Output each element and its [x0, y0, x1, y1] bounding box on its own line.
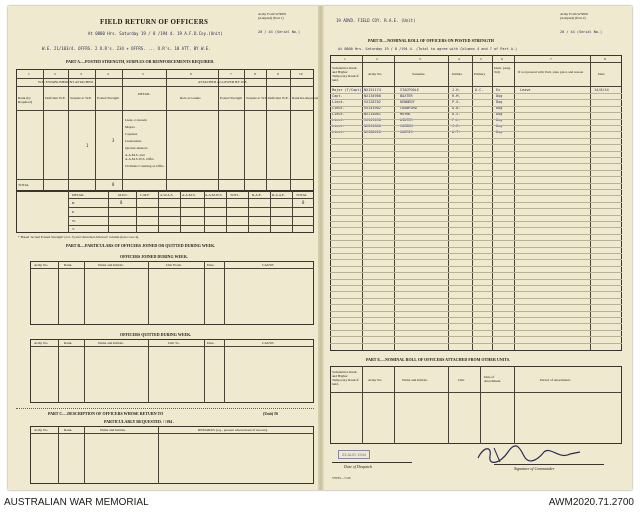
ruled-line [330, 144, 622, 145]
joined-col: Name and Initials. [98, 263, 124, 267]
roll-cell-stat: Dog [496, 130, 503, 134]
col-num-2: 2 [54, 72, 56, 76]
archive-footer [0, 494, 640, 512]
roll-cell-name: STACPOOLE [400, 88, 419, 92]
d-col-num: 6 [501, 57, 503, 61]
ruled-line [330, 317, 622, 318]
ruled-line [330, 170, 622, 171]
quitted-col: Unit To. [168, 341, 180, 345]
form-reference-sub: (Adapted) (Part 1) [258, 16, 284, 20]
form-reference: Army Form W3009 [560, 12, 588, 16]
signature-line [494, 464, 604, 465]
e-col-header: Army No. [368, 378, 383, 382]
d-col-header: Date [598, 72, 605, 76]
quitted-col: Date. [207, 341, 215, 345]
ruled-line [330, 279, 622, 280]
roll-cell-no: NX188420 [364, 130, 381, 134]
roll-cell-name: BAXTER [400, 94, 413, 98]
d-col-num: 5 [480, 57, 482, 61]
col-num-10: 10 [299, 72, 303, 76]
ruled-line [330, 112, 622, 113]
ruled-line [330, 99, 622, 100]
ruled-line [330, 298, 622, 299]
col-header-deficient-att: Deficient W.E. [268, 96, 289, 100]
totals-header: C.M.F. [140, 193, 150, 197]
ruled-line [330, 195, 622, 196]
totals-header: R.A.E. [252, 193, 262, 197]
part-c-heading: PART C.—DESCRIPTION OF OFFICERS WHOSE RETURN TO [48, 411, 164, 416]
joined-col: CAUSE. [262, 263, 275, 267]
e-col-header: Unit. [458, 378, 466, 382]
col-header-rank-req: Rank Re-Required [292, 96, 319, 100]
joined-col: Unit From. [166, 263, 182, 267]
e-col-header: Date of Attachment. [484, 375, 502, 383]
roll-cell-pri: O.C. [475, 88, 484, 92]
ruled-line [330, 93, 622, 94]
col-header-detail: DETAIL [138, 92, 151, 96]
detail-item: Captains [125, 132, 138, 136]
roll-cell-date: 14/8/44 [594, 88, 609, 92]
roll-cell-no: VX128702 [364, 100, 381, 104]
part-a-heading: PART A.—POSTED STRENGTH, SURPLUS OR REINFORCEMENTS REQUIRED. [66, 59, 215, 64]
roll-cell-rank: Lieut. [332, 100, 345, 104]
ruled-line [330, 227, 622, 228]
roll-cell-no: NX201880 [364, 124, 381, 128]
d-col-num: 2 [376, 57, 378, 61]
roll-cell-rank: Lieut. [332, 118, 345, 122]
total-offrs-grand: 8 [302, 200, 305, 205]
d-col-num: 1 [344, 57, 346, 61]
ruled-line [330, 240, 622, 241]
part-c-col: REMARKS (e.g., present whereabouts if known). [198, 428, 268, 432]
roll-cell-rank: Major (T/Capt) [332, 88, 362, 92]
ruled-line [330, 285, 622, 286]
detail-item: Quarter-masters [125, 146, 148, 150]
form-reference: Army Form W3009 [258, 12, 286, 16]
d-col-header: Primary [474, 72, 486, 76]
total-offrs-value: 8 [120, 200, 123, 205]
ruled-line [330, 183, 622, 184]
roll-cell-rank: Lieut. [332, 106, 345, 110]
quitted-col: Army No. [34, 341, 49, 345]
roll-cell-name: KENNEDY [400, 100, 415, 104]
d-col-header: Ident. (Aug. 3rd) [494, 66, 512, 74]
col-num-9: 9 [277, 72, 279, 76]
posted-value-b: 3 [112, 138, 115, 143]
roll-cell-init: F.L. [452, 118, 461, 122]
ruled-line [330, 176, 622, 177]
part-c-table [30, 426, 314, 484]
roll-cell-name: MAYNE [400, 112, 411, 116]
roll-cell-rank: Lieut. [332, 130, 345, 134]
roll-cell-stat: Dog [496, 94, 503, 98]
col-header-deficient: Deficient W.E. [45, 96, 66, 100]
ruled-line [330, 221, 622, 222]
ruled-line [330, 157, 622, 158]
signature-text [484, 451, 527, 456]
ruled-line [330, 125, 622, 126]
d-col-num: 3 [419, 57, 421, 61]
ruled-line [330, 259, 622, 260]
date-stamp: 23 AUG 1944 [338, 450, 370, 459]
serial-number: 20 / 44 (Serial No.) [258, 30, 301, 34]
e-col-header: Period of Attachment. [540, 378, 571, 382]
part-e-heading: PART E.—NOMINAL ROLL OF OFFICERS ATTACHED FROM OTHER UNITS. [366, 357, 511, 362]
footer-reference: AWM2020.71.2700 [548, 497, 634, 508]
ruled-line [330, 208, 622, 209]
totals-header: A.A.M.S. [182, 193, 196, 197]
part-a-note: * Based 'Actual Posted Strength' (col. 3) and 'Attached Allowed' column (less rows 4). [18, 235, 140, 239]
ruled-line [330, 336, 622, 337]
unit-heading: 19 ADVD. FIELD COY. R.A.E. (Unit) [336, 18, 416, 23]
we-line: W.E. 21/103/4. OFFRS. 2 O.R's. 234 + OFFRS. ... O.R's. 18 ATT. BY W.E. [42, 46, 211, 51]
ruled-line [330, 247, 622, 248]
col-num-4: 4 [107, 72, 109, 76]
ruled-line [330, 272, 622, 273]
roll-cell-init: W.T. [452, 130, 461, 134]
roll-cell-no: VX149098 [364, 118, 381, 122]
roll-cell-name: HARRIS [400, 130, 413, 134]
totals-header: TOTAL [296, 193, 308, 197]
despatch-label: Date of Despatch [344, 464, 372, 469]
d-col-header: Surname. [412, 72, 426, 76]
form-title: FIELD RETURN OF OFFICERS [100, 18, 209, 26]
roll-cell-stat: Ex [496, 88, 501, 92]
totals-header: M.D.C. [118, 193, 129, 197]
part-d-date: At 0800 Hrs. Saturday 19 / 8 /194 4. (Total to agree with Columns 4 and 7 of Part A.) [338, 47, 518, 51]
roll-cell-rank: Lieut. [332, 112, 345, 116]
d-col-num: 4 [458, 57, 460, 61]
ruled-line [330, 311, 622, 312]
e-col-header: Substantive Rank and Higher Temporary Rank if held. [332, 370, 359, 386]
d-col-num: 8 [604, 57, 606, 61]
ruled-line [330, 291, 622, 292]
ruled-line [330, 304, 622, 305]
roll-cell-name: CRAWFORD [400, 106, 417, 110]
d-col-num: 7 [550, 57, 552, 61]
part-c-col: Name and Initials. [100, 428, 126, 432]
divider [16, 408, 314, 409]
print-reference: 57035—7/43 [332, 476, 351, 480]
roll-cell-init: D.S. [452, 112, 461, 116]
ruled-line [330, 330, 622, 331]
quitted-col: Rank. [64, 341, 73, 345]
ruled-line [330, 215, 622, 216]
detail-item: Lieutenants [125, 139, 142, 143]
totals-header: A.W.A.S. [160, 193, 174, 197]
totals-row-label: E. [72, 210, 76, 214]
roll-cell-init: J.R. [452, 124, 461, 128]
ruled-line [330, 234, 622, 235]
despatch-line [332, 462, 412, 463]
col-num-7: 7 [230, 72, 232, 76]
ruled-line [330, 343, 622, 344]
part-d-heading: PART D.—NOMINAL ROLL OF OFFICERS ON POSTED STRENGTH [368, 38, 494, 43]
ruled-line [330, 202, 622, 203]
roll-cell-stat: Dog [496, 106, 503, 110]
d-col-header: Substantive Rank and Higher Temporary Rank if held. [332, 66, 359, 82]
col-header-surplus: Surplus to W.E. [70, 96, 92, 100]
quitted-col: Name and Initials. [98, 341, 124, 345]
totals-row-label: W. [72, 219, 76, 223]
roll-cell-init: P.G. [452, 100, 461, 104]
ruled-line [330, 119, 622, 120]
signature-label: Signature of Commander [514, 466, 555, 471]
d-col-header: If not present with Unit, state place and reason [518, 70, 584, 74]
col-header-surplus-att: Surplus to W.E. [246, 96, 268, 100]
right-page [324, 6, 632, 490]
col-num-8: 8 [254, 72, 256, 76]
roll-cell-rank: Lieut. [332, 124, 345, 128]
col-num-1: 1 [28, 72, 30, 76]
d-col-header: Initials. [452, 72, 463, 76]
part-c-col: Rank. [64, 428, 73, 432]
totals-row-label: B. [72, 201, 76, 205]
ruled-line [330, 138, 622, 139]
footer-institution: AUSTRALIAN WAR MEMORIAL [4, 497, 149, 508]
d-col-header: Army No. [368, 72, 383, 76]
col-header-posted: Posted Strength [97, 96, 120, 100]
detail-item: Lieut.-Colonels [125, 118, 147, 122]
roll-cell-stat: Dog [496, 118, 503, 122]
roll-cell-no: NX135061 [364, 112, 381, 116]
col-header-posted-att: Posted Strength [220, 96, 243, 100]
roll-cell-name: CARDEN [400, 124, 413, 128]
form-reference-sub: (Adapted) (Part 2) [560, 16, 586, 20]
ruled-line [330, 253, 622, 254]
part-c-unit: (Unit) IS [263, 411, 279, 416]
ruled-line [330, 266, 622, 267]
roll-cell-rank: Capt. [332, 94, 343, 98]
total-label: TOTAL [18, 183, 30, 187]
detail-item: Civilians Counting as Offrs. [125, 164, 165, 168]
ruled-line [330, 106, 622, 107]
group-we-header: W.E. ESTABLISHMENT ATTACHED [38, 80, 94, 84]
detail-item: A.A.M.S. and A.A.M.S.W.S. Offrs. [125, 153, 155, 161]
joined-title: OFFICERS JOINED DURING WEEK. [120, 254, 188, 259]
roll-cell-stat: Dog [496, 112, 503, 116]
col-num-3: 3 [80, 72, 82, 76]
totals-header: A.A.M.W.S. [205, 193, 223, 197]
joined-table [30, 261, 314, 325]
joined-col: Rank. [64, 263, 73, 267]
roll-cell-reason: Leave [520, 88, 531, 92]
quitted-col: CAUSE. [262, 341, 275, 345]
posted-total: 8 [112, 182, 115, 187]
totals-header: TOTL. [230, 193, 240, 197]
joined-col: Date. [207, 263, 215, 267]
roll-cell-init: J.H. [452, 88, 461, 92]
col-header-role: Role as Grams [180, 96, 201, 100]
ruled-line [330, 323, 622, 324]
ruled-line [330, 163, 622, 164]
col-num-5: 5 [142, 72, 144, 76]
totals-row-label: T. [72, 227, 75, 231]
ruled-line [330, 151, 622, 152]
totals-header: DETAIL [72, 193, 85, 197]
detail-item: Majors [125, 125, 135, 129]
roll-cell-stat: Dog [496, 124, 503, 128]
roll-cell-init: R.M. [452, 94, 461, 98]
roll-cell-init: A.B. [452, 106, 461, 110]
roll-cell-name: WINTER [400, 118, 413, 122]
roll-cell-stat: Dog [496, 100, 503, 104]
group-attached-header: ATTACHED ALLOWED BY W.E. [198, 80, 248, 84]
quitted-table [30, 339, 314, 403]
part-a-table [16, 69, 314, 191]
ruled-line [330, 189, 622, 190]
unit-line: At 0800 Hrs. Saturday 19 / 8 /194 4. 19 A.F.D.Coy.(Unit) [88, 31, 223, 36]
posted-value-a: 1 [86, 143, 89, 148]
roll-cell-no: NX151174 [364, 88, 381, 92]
totals-header: R.A.A.F. [272, 193, 285, 197]
part-c-col: Army No. [34, 428, 49, 432]
serial-number: 20 / 44 (Serial No.) [560, 30, 603, 34]
col-header-rank: Rank (by Required) [18, 96, 32, 104]
part-b-heading: PART B.—PARTICULARS OF OFFICERS JOINED OR QUITTED DURING WEEK. [66, 243, 216, 248]
joined-col: Army No. [34, 263, 49, 267]
left-page [8, 6, 318, 490]
roll-cell-no: VX143902 [364, 106, 381, 110]
e-col-header: Name and Initials. [402, 378, 428, 382]
part-c-requested: PARTICULARLY REQUESTED. / /194 . [104, 419, 175, 424]
roll-cell-no: NX134908 [364, 94, 381, 98]
ruled-line [330, 131, 622, 132]
quitted-title: OFFICERS QUITTED DURING WEEK. [120, 332, 192, 337]
col-num-6: 6 [190, 72, 192, 76]
